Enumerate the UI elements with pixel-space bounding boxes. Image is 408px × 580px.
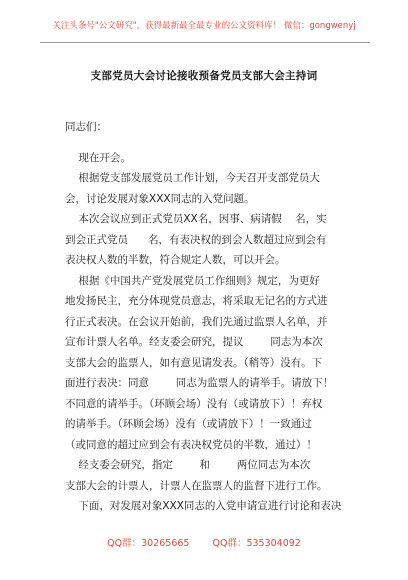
- body-line: 地发扬民主，充分体现党员意志，将采取无记名的方式进: [65, 295, 328, 307]
- body-line: 宣布计票人名单。经支委会研究，提议 同志为本次: [65, 336, 323, 348]
- body-line: 支部大会的计票人，计票人在监票人的监督下进行工作。: [65, 479, 328, 492]
- body-line: 到会正式党员 名，有表决权的到会人数超过应到会有: [65, 233, 327, 246]
- body-line: 经支委会研究，指定 和 两位同志为本次: [65, 459, 311, 471]
- body-line: 面进行表决：同意 同志为监票人的请举手。请放下！: [65, 377, 334, 389]
- body-line: 同志们：: [65, 121, 107, 133]
- body-line: 支部大会的监票人，如有意见请发表。（稍等）没有。下: [65, 356, 323, 369]
- body-line: 不同意的请举手。（环顾会场）没有（或请放下）！弃权: [65, 397, 323, 410]
- footer-qq-group-1: QQ群：30265665: [107, 538, 190, 549]
- footer-qq-group-2: QQ群：535304092: [212, 538, 301, 549]
- body-line: 会，讨论发展对象XXX同志的入党问题。: [65, 192, 255, 205]
- footer: [0, 535, 408, 549]
- body-line: 下面，对发展对象XXX同志的入党申请宣进行讨论和表决: [65, 500, 342, 512]
- body-line: 行正式表决。在会议开始前，我们先通过监票人名单，并: [65, 315, 328, 328]
- body-line: 表决权人数的半数，符合规定人数，可以开会。: [65, 254, 286, 266]
- document-title: 支部党员大会讨论接收预备党员支部大会主持词: [90, 70, 318, 82]
- body-line: 现在开会。: [65, 151, 131, 164]
- document-body: [65, 117, 365, 517]
- body-line: （或同意的超过应到会有表决权党员的半数，通过）！: [65, 438, 317, 451]
- body-line: 根据《中国共产党发展党员工作细则》规定，为更好: [65, 274, 320, 287]
- body-line: 的请举手。（环顾会场）没有（或请放下）！一致通过: [65, 418, 312, 430]
- body-spacer: [65, 138, 365, 148]
- body-line: 本次会议应到正式党员XX名，因事、病请假 名，实: [65, 213, 327, 225]
- body-line: 根据党支部发展党员工作计划，今天召开支部党员大: [65, 172, 320, 184]
- header-banner: 关注头条号"公文研究"，获得最新最全最专业的公文资料库！ 微信：gongwenyj: [52, 21, 356, 31]
- header-divider: [40, 42, 370, 43]
